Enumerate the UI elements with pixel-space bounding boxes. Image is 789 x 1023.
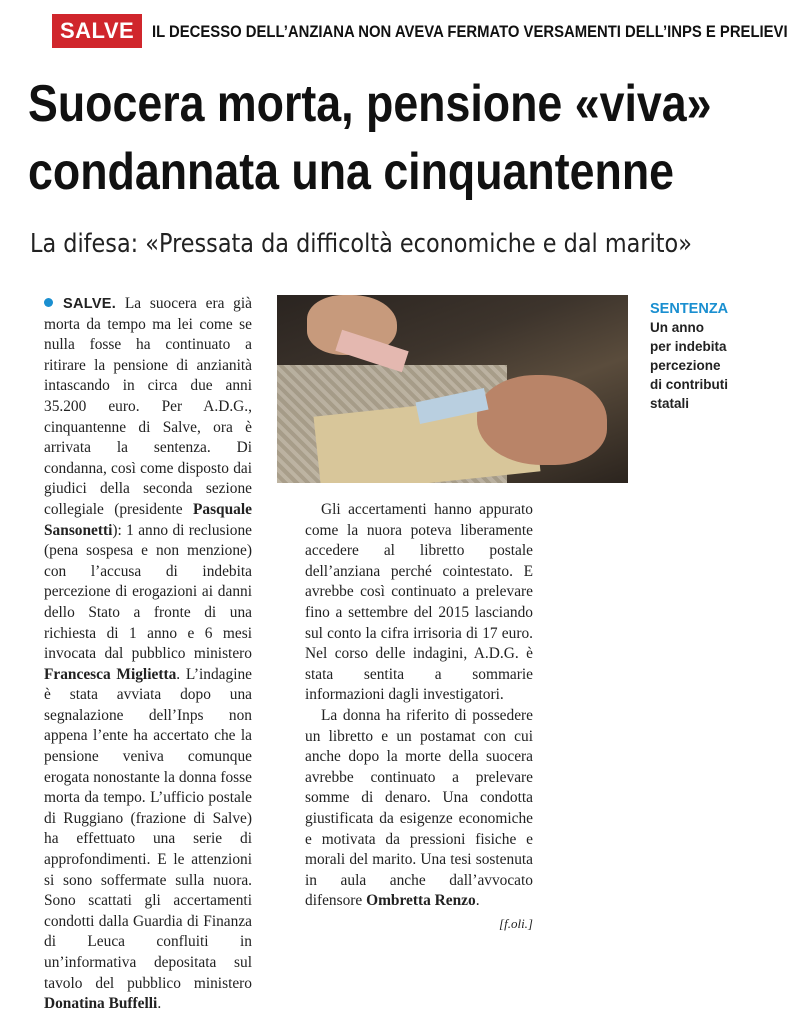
sidebar-line: percezione <box>650 358 721 373</box>
dateline-place: SALVE. <box>63 296 117 312</box>
article-text: . <box>157 995 162 1013</box>
author-signature: [f.oli.] <box>499 915 533 931</box>
prosecutor-name: Francesca Miglietta <box>44 665 177 683</box>
article-paragraph <box>305 706 533 912</box>
headline-line-1: Suocera morta, pensione «viva» <box>28 75 712 133</box>
sidebar-line: per indebita <box>650 339 727 354</box>
article-text: ): 1 anno di reclusione (pena sospesa e non menzione) con l’accusa di indebita percezione di erogazioni ai danni dello Stato a fronte di una richiesta di 1 anno e 6 mesi invocata dal pubblico ministero <box>44 521 252 663</box>
subheadline: La difesa: «Pressata da difficoltà economiche e dal marito» <box>30 229 692 259</box>
article-paragraph <box>44 294 252 1015</box>
sidebar-label: SENTENZA <box>650 301 729 317</box>
article-paragraph: Gli accertamenti hanno appurato come la nuora poteva liberamente accedere al libretto postale dell’anziana perché cointestato. E avrebbe così continuato a prelevare fino a settembre del 2015 lasciando sul conto la cifra irrisoria di 17 euro. Nel corso delle indagini, A.D.G. è stata sentita a sommarie informazioni dagli investigatori. <box>305 501 533 704</box>
sidebar-line: di contributi <box>650 377 728 392</box>
sidebar-box <box>650 300 780 413</box>
article-text: La suocera era già morta da tempo ma lei come se nulla fosse ha continuato a ritirare la pensione di anzianità intascando in circa due anni 35.200 euro. Per A.D.G., cinquantenne di Salve, ora è arrivata la sentenza. Di condanna, così come disposto dai giudici della seconda sezione collegiale (presidente <box>44 295 252 518</box>
section-tag: SALVE <box>52 14 142 48</box>
photo-hand-right <box>477 375 607 465</box>
sidebar-line: Un anno <box>650 320 704 335</box>
article-column-2 <box>305 500 533 934</box>
kicker-text: IL DECESSO DELL’ANZIANA NON AVEVA FERMATO VERSAMENTI DELL’INPS E PRELIEVI <box>152 23 788 41</box>
article-text: . <box>475 892 480 910</box>
judge-name: Pasquale Sansonetti <box>44 500 252 539</box>
headline-line-2: condannata una cinquantenne <box>28 143 675 201</box>
bullet-dot-icon <box>44 298 53 307</box>
article-text: . L’indagine è stata avviata dopo una segnalazione dell’Inps non appena l’ente ha accertato che la pensione veniva comunque erogata nonostante la donna fosse morta da tempo. L’ufficio postale di Ruggiano (frazione di Salve) ha effettuato una serie di approfondimenti. E le attenzioni si sono soffermate sulla nuora. Sono scattati gli accertamenti condotti dalla Guardia di Finanza di Leuca confluiti in un’informativa depositata sul tavolo del pubblico ministero <box>44 665 252 992</box>
sidebar-text <box>650 318 780 413</box>
lawyer-name: Ombretta Renzo <box>366 892 476 910</box>
article-column-1 <box>44 294 252 1015</box>
prosecutor-name-2: Donatina Buffelli <box>44 995 158 1013</box>
article-photo <box>277 295 628 483</box>
headline <box>28 70 712 206</box>
article-text: La donna ha riferito di possedere un libretto e un postamat con cui anche dopo la morte della suocera avrebbe continuato a prelevare somme di denaro. Una condotta giustificata da esigenze economiche e motivata da pressioni fisiche e morali del marito. Una tesi sostenuta in aula anche dall’avvocato difensore <box>305 706 533 910</box>
sidebar-line: statali <box>650 396 690 411</box>
kicker-bar <box>52 14 788 48</box>
